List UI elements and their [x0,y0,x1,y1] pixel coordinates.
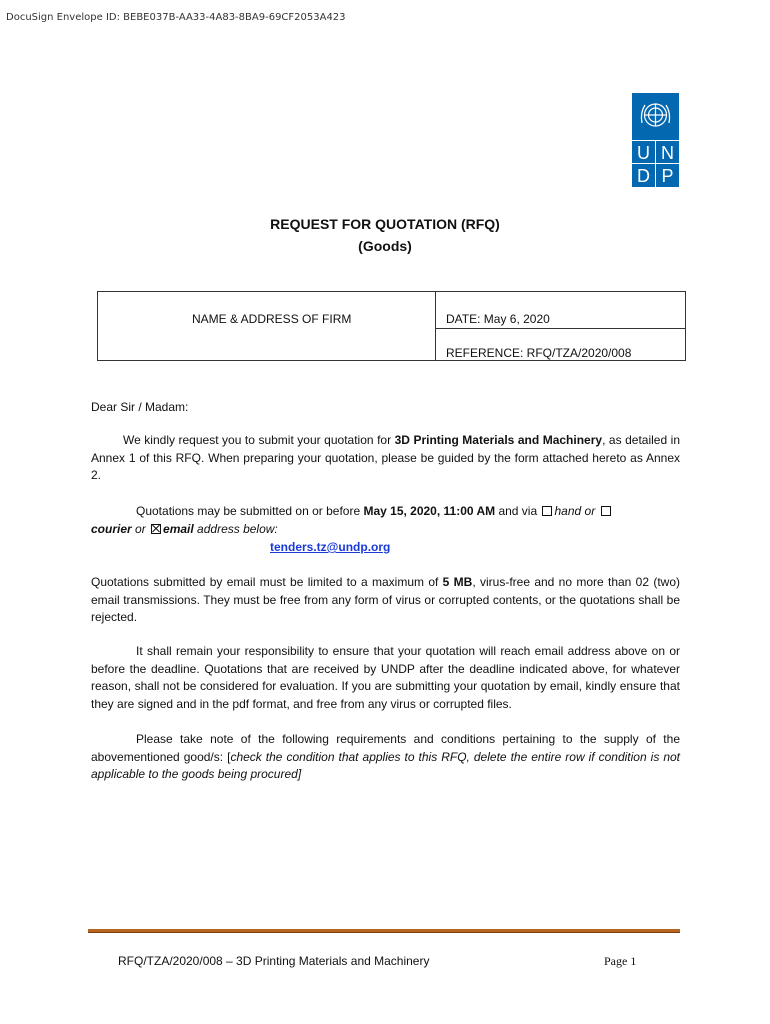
paragraph-submission: Quotations may be submitted on or before May 15, 2020, 11:00 AM and via hand or courier or email address below: [91,503,680,538]
footer-rule [88,929,680,933]
document-title: REQUEST FOR QUOTATION (RFQ) [270,216,500,232]
document-subtitle: (Goods) [358,238,412,254]
page-number: Page 1 [604,954,637,968]
logo-letter-u: U [637,143,650,163]
footer-reference: RFQ/TZA/2020/008 – 3D Printing Materials and Machinery [118,954,430,968]
tender-email-link[interactable]: tenders.tz@undp.org [270,540,391,554]
paragraph-conditions: Please take note of the following requirements and conditions pertaining to the supply of the abovementioned good/s: [check the condition that applies to this RFQ, delete the entire row if condition is not applicable to the goods being procured] [91,732,680,781]
date-field: DATE: May 6, 2020 [446,312,550,326]
paragraph-size-limit: Quotations submitted by email must be limited to a maximum of 5 MB, virus-free and no more than 02 (two) email transmissions. They must be free from any form of virus or corrupted contents, or the quotations shall be rejected. [91,575,681,624]
undp-logo [632,93,679,187]
courier-checkbox[interactable] [601,506,611,516]
paragraph-responsibility: It shall remain your responsibility to ensure that your quotation will reach email address above on or before the deadline. Quotations that are received by UNDP after the deadline indicated above, for whatever reason, shall not be considered for evaluation. If you are submitting your quotation by email, kindly ensure that they are signed and in the pdf format, and free from any virus or corrupted files. [91,644,680,711]
paragraph-request: We kindly request you to submit your quotation for 3D Printing Materials and Machinery, as detailed in Annex 1 of this RFQ. When preparing your quotation, please be guided by the form attached hereto as Annex 2. [91,433,681,482]
email-checkbox-checked[interactable] [151,524,161,534]
reference-field: REFERENCE: RFQ/TZA/2020/008 [446,346,632,360]
logo-letter-p: P [661,166,674,186]
hand-checkbox[interactable] [542,506,552,516]
header-table [97,291,686,361]
firm-name-label: NAME & ADDRESS OF FIRM [192,312,352,326]
envelope-id: DocuSign Envelope ID: BEBE037B-AA33-4A83-8BA9-69CF2053A423 [6,12,346,23]
salutation: Dear Sir / Madam: [91,400,189,414]
logo-letter-n: N [661,143,674,163]
logo-letter-d: D [637,166,650,186]
